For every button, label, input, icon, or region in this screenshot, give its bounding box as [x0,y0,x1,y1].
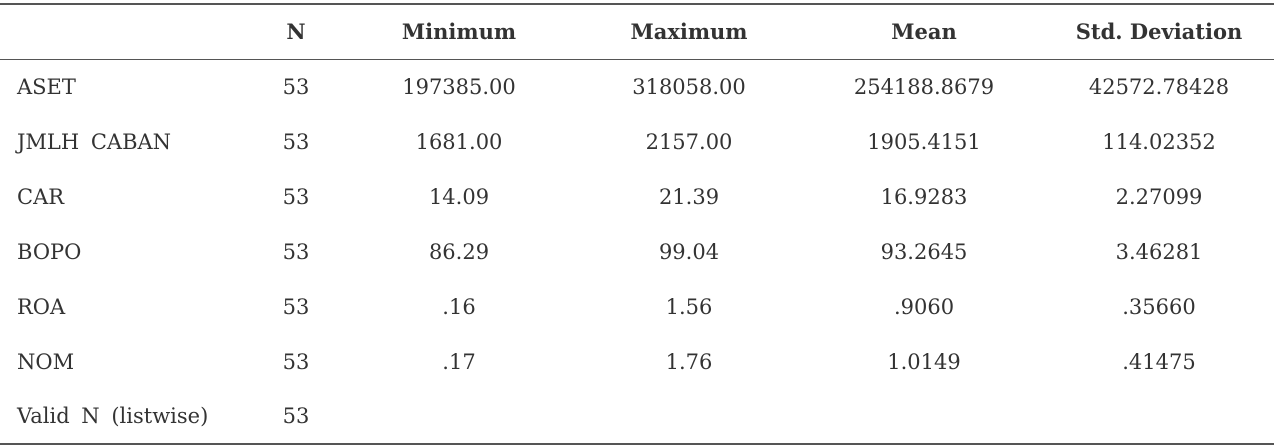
cell-n: 53 [282,349,310,374]
cell-std-deviation: .35660 [1122,294,1196,319]
cell-minimum: 197385.00 [402,74,516,99]
cell-minimum: 86.29 [428,239,490,264]
table-header-row [0,4,1274,59]
cell-maximum: 2157.00 [645,129,733,154]
cell-maximum: 1.76 [665,349,713,374]
cell-mean: 1.0149 [887,349,961,374]
cell-n: 53 [282,74,310,99]
cell-maximum: 99.04 [658,239,720,264]
cell-std-deviation: 3.46281 [1115,239,1203,264]
header-std-deviation: Std. Deviation [1044,4,1274,59]
table-row [0,169,1274,224]
cell-n: 53 [282,294,310,319]
cell-minimum: 14.09 [428,184,490,209]
table-row [0,334,1274,389]
cell-mean: 93.2645 [880,239,968,264]
header-variable [0,4,248,59]
table-row-valid-n [0,389,1274,444]
cell-n: 53 [282,239,310,264]
descriptive-statistics-table [0,3,1274,445]
table-row [0,224,1274,279]
table-row [0,279,1274,334]
row-label: ASET [17,74,76,99]
cell-minimum: .16 [442,294,476,319]
row-label: NOM [17,349,75,374]
cell-minimum [344,389,574,444]
cell-n: 53 [248,389,344,444]
header-n: N [248,4,344,59]
cell-minimum: 1681.00 [415,129,503,154]
header-mean: Mean [804,4,1044,59]
cell-std-deviation [1044,389,1274,444]
header-minimum: Minimum [344,4,574,59]
cell-maximum: 318058.00 [632,74,746,99]
cell-n: 53 [282,129,310,154]
cell-minimum: .17 [442,349,476,374]
cell-mean: 16.9283 [880,184,968,209]
cell-std-deviation: 114.02352 [1102,129,1216,154]
cell-mean: .9060 [893,294,955,319]
row-label: Valid N (listwise) [0,389,248,444]
table-row [0,114,1274,169]
cell-mean [804,389,1044,444]
row-label: JMLH CABAN [17,129,172,154]
cell-n: 53 [282,184,310,209]
header-maximum: Maximum [574,4,804,59]
cell-mean: 1905.4151 [867,129,981,154]
cell-maximum: 21.39 [658,184,720,209]
cell-maximum: 1.56 [665,294,713,319]
row-label: BOPO [17,239,82,264]
cell-mean: 254188.8679 [853,74,995,99]
cell-std-deviation: 42572.78428 [1088,74,1230,99]
cell-std-deviation: .41475 [1122,349,1196,374]
table-row [0,59,1274,114]
cell-std-deviation: 2.27099 [1115,184,1203,209]
row-label: ROA [17,294,66,319]
cell-maximum [574,389,804,444]
row-label: CAR [17,184,65,209]
